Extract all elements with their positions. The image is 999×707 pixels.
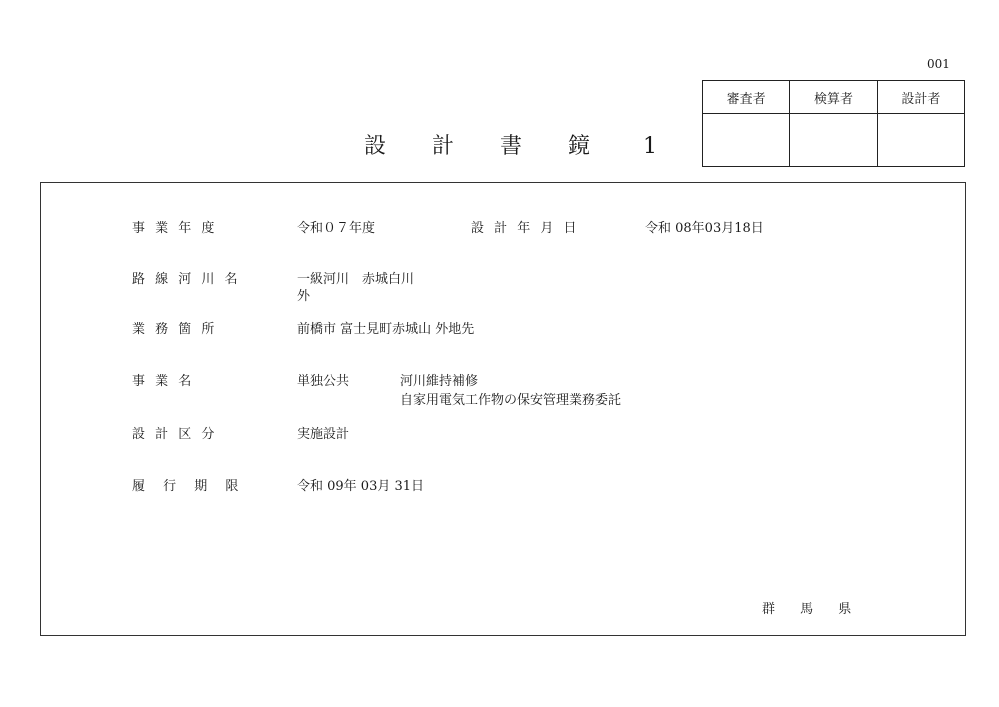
page-title: 設 計 書 鏡: [364, 134, 610, 159]
approval-header-designer: 設計者: [877, 81, 964, 114]
route-river-value-extra: 外: [297, 289, 311, 304]
approval-stamp-table: [702, 80, 965, 167]
fiscal-year-label: 事 業 年 度: [132, 221, 218, 236]
page-title-number: 1: [643, 134, 657, 159]
deadline-value: 令和 09年 03月 31日: [297, 479, 425, 494]
design-date-value: 令和 08年03月18日: [645, 221, 764, 236]
approval-stamp-designer[interactable]: [877, 114, 964, 167]
location-label: 業 務 箇 所: [132, 322, 218, 337]
design-type-value: 実施設計: [297, 427, 350, 442]
main-frame: [40, 182, 966, 636]
approval-header-reviewer: 審査者: [703, 81, 790, 114]
document-number: 001: [927, 57, 950, 71]
approval-stamp-reviewer[interactable]: [703, 114, 790, 167]
project-value: 河川維持補修: [400, 374, 479, 389]
project-category: 単独公共: [297, 374, 350, 389]
project-value-detail: 自家用電気工作物の保安管理業務委託: [400, 393, 622, 408]
project-label: 事 業 名: [132, 374, 195, 389]
fiscal-year-value: 令和０７年度: [297, 221, 376, 236]
approval-stamp-checker[interactable]: [790, 114, 877, 167]
issuer-name: 群 馬 県: [762, 602, 862, 617]
deadline-label: 履 行 期 限: [132, 479, 246, 494]
route-river-label: 路 線 河 川 名: [132, 272, 241, 287]
design-type-label: 設 計 区 分: [132, 427, 218, 442]
location-value: 前橋市 富士見町赤城山 外地先: [297, 322, 475, 337]
approval-header-checker: 検算者: [790, 81, 877, 114]
route-river-value: 一級河川 赤城白川: [297, 272, 415, 287]
design-date-label: 設 計 年 月 日: [471, 221, 580, 236]
